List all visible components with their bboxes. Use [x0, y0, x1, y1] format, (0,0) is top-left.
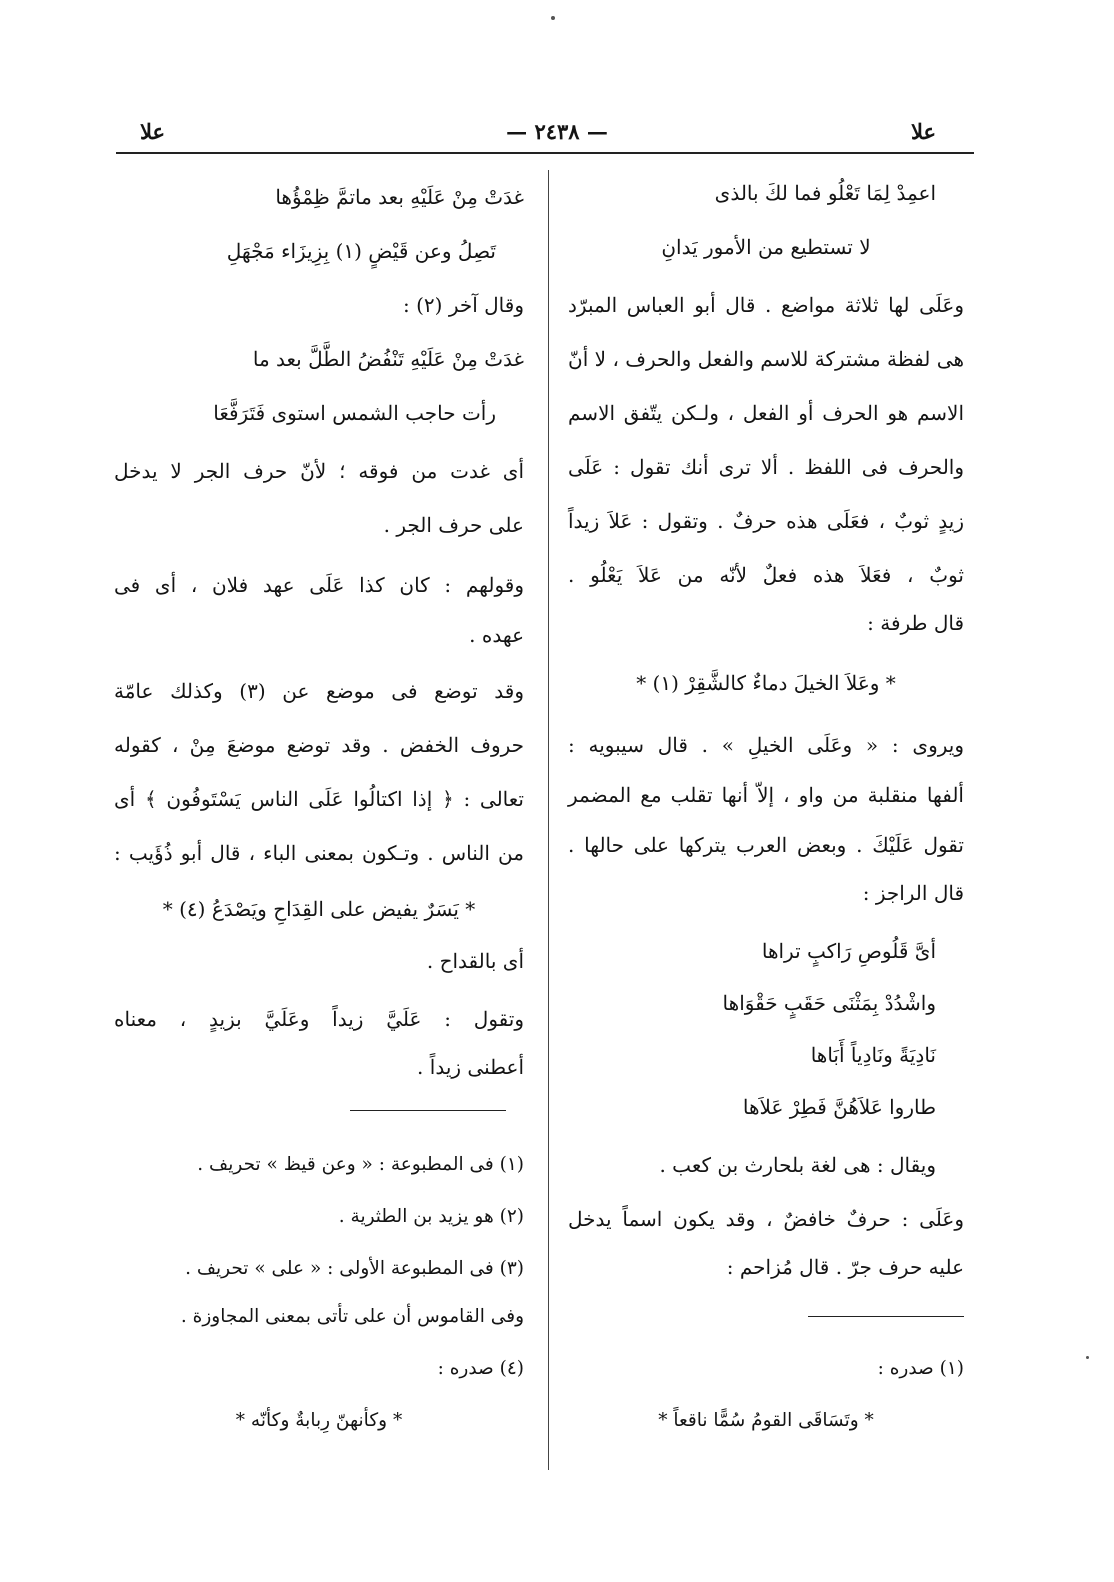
- verse-line: * يَسَرٌ يفيض على القِدَاحِ ويَصْدَعُ (٤) *: [162, 897, 476, 921]
- text-line: ألفها منقلبة من واو ، إلاّ أنها تقلب مع المضمر: [568, 783, 964, 807]
- footnote: (١) صدره :: [877, 1358, 964, 1379]
- verse-line: * وعَلاَ الخيلَ دماءٌ كالشَّقِرْ (١) *: [636, 671, 896, 695]
- text-line: وتقول : عَلَيَّ زيداً وعَلَيَّ بزيدٍ ، معناه: [114, 1007, 524, 1031]
- scan-speck: [551, 16, 555, 20]
- text-line: قال طرفة :: [867, 611, 964, 635]
- column-divider: [548, 170, 549, 1470]
- running-head-right: علا: [910, 119, 936, 144]
- footnote: (١) فى المطبوعة : « وعن قيظ » تحريف .: [197, 1154, 524, 1175]
- verse-line: واشْدُدْ بِمَثْنَى حَقَبٍ حَقْوَاها: [722, 991, 936, 1015]
- footnote-verse: * وتَسَاقَى القومُ سُمًّا ناقعاً *: [658, 1410, 874, 1431]
- text-line: تعالى : ﴿ إذا اكتالُوا عَلَى الناس يَسْتَوفُون ﴾ أى: [114, 787, 524, 811]
- running-head-left: علا: [140, 119, 166, 144]
- page-number: — ٢٤٣٨ —: [506, 119, 608, 144]
- text-line: ويروى : « وعَلَى الخيلِ » . قال سيبويه :: [568, 733, 964, 757]
- text-line: ويقال : هى لغة بلحارث بن كعب .: [659, 1153, 936, 1177]
- text-line: وعَلَى لها ثلاثة مواضع . قال أبو العباس المبرّد: [568, 293, 964, 317]
- text-line: أى بالقداح .: [426, 949, 524, 973]
- verse-line: رأت حاجب الشمس استوى فَتَرَفَّعَا: [213, 401, 496, 425]
- footnote: (٢) هو يزيد بن الطثرية .: [338, 1206, 524, 1227]
- text-line: هى لفظة مشتركة للاسم والفعل والحرف ، لا أنّ: [568, 347, 964, 371]
- footnote-verse: * وكأنهنّ رِبابةٌ وكأنّه *: [235, 1410, 403, 1431]
- verse-line: تَصِلُ وعن قَيْضٍ (١) بِزِيزَاء مَجْهَلِ: [226, 239, 496, 263]
- text-line: والحرف فى اللفظ . ألا ترى أنك تقول : عَلَى: [568, 455, 964, 479]
- text-line: ثوبٌ ، فعَلاَ هذه فعلٌ لأنّه من عَلاَ يَعْلُو .: [568, 563, 964, 587]
- text-line: أعطنى زيداً .: [417, 1055, 524, 1079]
- text-line: على حرف الجر .: [383, 513, 524, 537]
- footnote: (٣) فى المطبوعة الأولى : « على » تحريف .: [185, 1258, 524, 1279]
- text-line: زيدٍ ثوبٌ ، فعَلَى هذه حرفٌ . وتقول : عَلاَ زيداً: [568, 509, 964, 533]
- text-line: تقول عَلَيْكَ . وبعض العرب يتركها على حالها .: [568, 833, 964, 857]
- text-line: عهده .: [469, 623, 524, 647]
- text-line: أى غدت من فوقه ؛ لأنّ حرف الجر لا يدخل: [114, 459, 524, 483]
- footnote-rule: [350, 1110, 506, 1111]
- footnote: وفى القاموس أن على تأتى بمعنى المجاوزة .: [180, 1306, 524, 1327]
- text-line: قال الراجز :: [862, 881, 964, 905]
- footnote-rule: [808, 1316, 964, 1317]
- right-column: [568, 0, 964, 1582]
- verse-line: غدَتْ مِنْ عَلَيْهِ تَنْفُضُ الطَّلَّ بعد ما: [252, 347, 524, 371]
- scan-speck: [1086, 1356, 1089, 1359]
- verse-line: أىَّ قَلُوصِ رَاكبٍ تراها: [761, 939, 936, 963]
- verse-line: اعمِدْ لِمَا تَعْلُو فما لكَ بالذى: [714, 181, 936, 205]
- verse-line: غدَتْ مِنْ عَلَيْهِ بعد ماتمَّ ظِمْؤُها: [275, 185, 524, 209]
- text-line: عليه حرف جرّ . قال مُزاحم :: [726, 1255, 964, 1279]
- verse-line: نَادِيَةً ونَادِياً أَبَاها: [810, 1043, 936, 1067]
- text-line: وعَلَى : حرفٌ خافضٌ ، وقد يكون اسماً يدخل: [568, 1207, 964, 1231]
- verse-line: لا تستطيع من الأمور يَدانِ: [661, 235, 871, 259]
- text-line: وقد توضع فى موضع عن (٣) وكذلك عامّة: [114, 679, 524, 703]
- verse-line: طاروا عَلاَهُنَّ فَطِرْ عَلاَها: [742, 1095, 936, 1119]
- text-line: وقولهم : كان كذا عَلَى عهد فلان ، أى فى: [114, 573, 524, 597]
- text-line: حروف الخفض . وقد توضع موضعَ مِنْ ، كقوله: [114, 733, 524, 757]
- footnote: (٤) صدره :: [437, 1358, 524, 1379]
- left-column: [114, 0, 524, 1582]
- text-line: الاسم هو الحرف أو الفعل ، ولـكن يتّفق الاسم: [568, 401, 964, 425]
- text-line: وقال آخر (٢) :: [403, 293, 524, 317]
- text-line: من الناس . وتـكون بمعنى الباء ، قال أبو ذُؤَيب :: [114, 841, 524, 865]
